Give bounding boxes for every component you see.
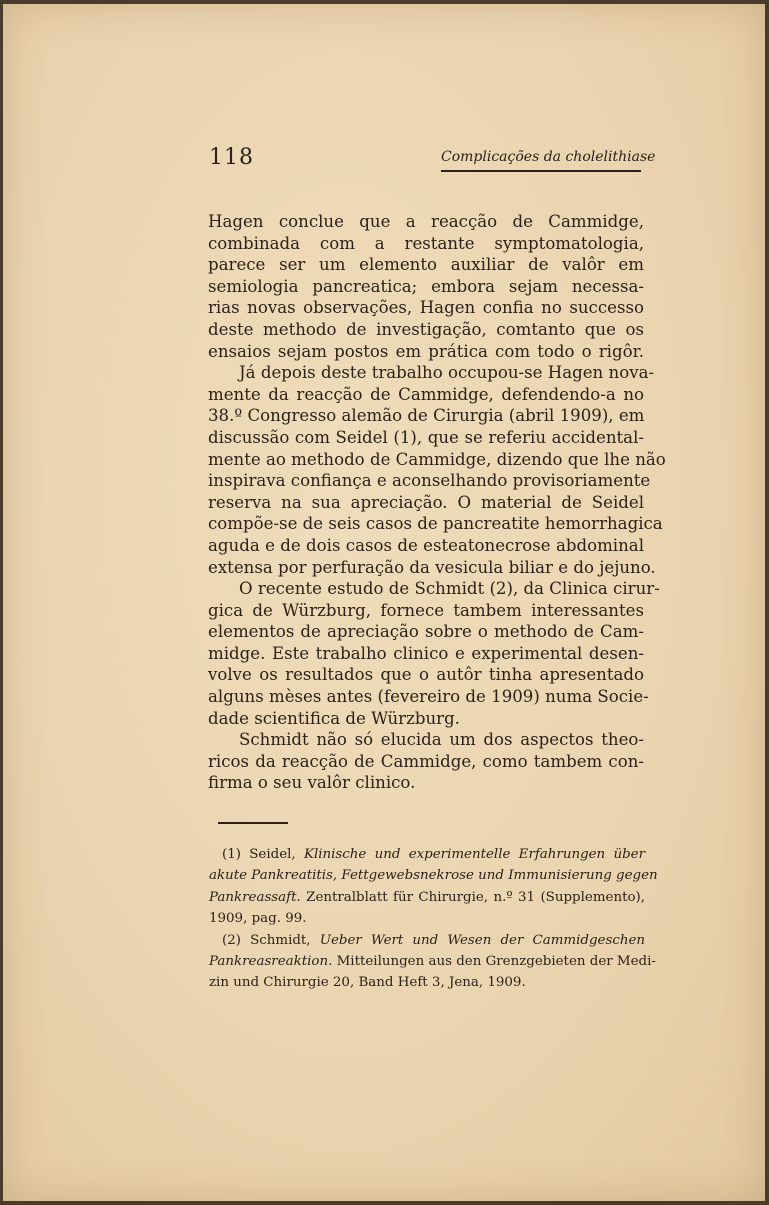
- footnote-line: (1) Seidel, Klinische und experimentelle Erfahrungen über: [222, 847, 645, 862]
- text-line: deste methodo de investigação, comtanto que os: [208, 319, 644, 339]
- text-line: mente ao methodo de Cammidge, dizendo que lhe não: [208, 449, 666, 469]
- text-line: gica de Würzburg, fornece tambem interessantes: [208, 600, 644, 620]
- text-line: ensaios sejam postos em prática com todo o rigôr.: [208, 341, 644, 361]
- text-line: extensa por perfuração da vesicula biliar e do jejuno.: [208, 557, 656, 577]
- text-line: volve os resultados que o autôr tinha apresentado: [208, 665, 644, 685]
- text-line: rias novas observações, Hagen confia no successo: [208, 298, 644, 318]
- footnote-line: Pankreasreaktion. Mitteilungen aus den Grenzgebieten der Medi-: [209, 954, 656, 970]
- text-line: O recente estudo de Schmidt (2), da Clinica cirur-: [239, 579, 660, 599]
- paragraph: [208, 729, 644, 794]
- text-line: parece ser um elemento auxiliar de valôr em: [208, 255, 644, 275]
- footnote-line: zin und Chirurgie 20, Band Heft 3, Jena, 1909.: [209, 975, 526, 991]
- footnote-line: akute Pankreatitis, Fettgewebsnekrose und Immunisierung gegen: [209, 868, 658, 884]
- text-line: aguda e de dois casos de esteatonecrose abdominal: [208, 535, 644, 555]
- text-line: midge. Este trabalho clinico e experimental desen-: [208, 643, 644, 663]
- text-line: Já depois deste trabalho occupou-se Hagen nova-: [239, 363, 655, 383]
- footnote-line: Pankreassaft. Zentralblatt für Chirurgie, n.º 31 (Supplemento),: [209, 889, 645, 905]
- book-page: [3, 4, 765, 1201]
- text-line: alguns mèses antes (fevereiro de 1909) numa Socie-: [208, 687, 649, 707]
- paragraph: [208, 578, 660, 729]
- header-rule: [441, 170, 641, 172]
- page-number: 118: [209, 145, 254, 170]
- text-line: mente da reacção de Cammidge, defendendo-a no: [208, 384, 644, 404]
- text-line: 38.º Congresso alemão de Cirurgia (abril 1909), em: [208, 406, 645, 426]
- text-line: firma o seu valôr clinico.: [208, 773, 416, 793]
- paragraph: [208, 211, 644, 362]
- paragraph: [208, 362, 666, 578]
- footnote-line: 1909, pag. 99.: [209, 911, 307, 927]
- text-line: discussão com Seidel (1), que se referiu accidental-: [208, 427, 644, 447]
- text-line: semiologia pancreatica; embora sejam necessa-: [208, 276, 644, 296]
- text-line: reserva na sua apreciação. O material de Seidel: [208, 492, 644, 512]
- text-line: combinada com a restante symptomatologia,: [208, 233, 644, 253]
- text-line: Hagen conclue que a reacção de Cammidge,: [208, 212, 644, 231]
- footnote-2: [209, 930, 656, 994]
- text-line: compõe-se de seis casos de pancreatite hemorrhagica: [208, 514, 663, 534]
- text-line: inspirava confiança e aconselhando provisoriamente: [208, 471, 651, 491]
- footnote-line: (2) Schmidt, Ueber Wert und Wesen der Cammidgeschen: [222, 932, 645, 948]
- text-line: dade scientifica de Würzburg.: [208, 708, 460, 728]
- text-line: elementos de apreciação sobre o methodo de Cam-: [208, 622, 644, 642]
- footnotes: [209, 844, 658, 994]
- footnote-rule: [218, 822, 288, 824]
- text-line: ricos da reacção de Cammidge, como tambem con-: [208, 751, 644, 771]
- body-text: [208, 211, 666, 794]
- footnote-1: [209, 844, 658, 930]
- running-head: Complicações da cholelithiase: [441, 149, 656, 165]
- text-line: Schmidt não só elucida um dos aspectos theo-: [239, 730, 644, 750]
